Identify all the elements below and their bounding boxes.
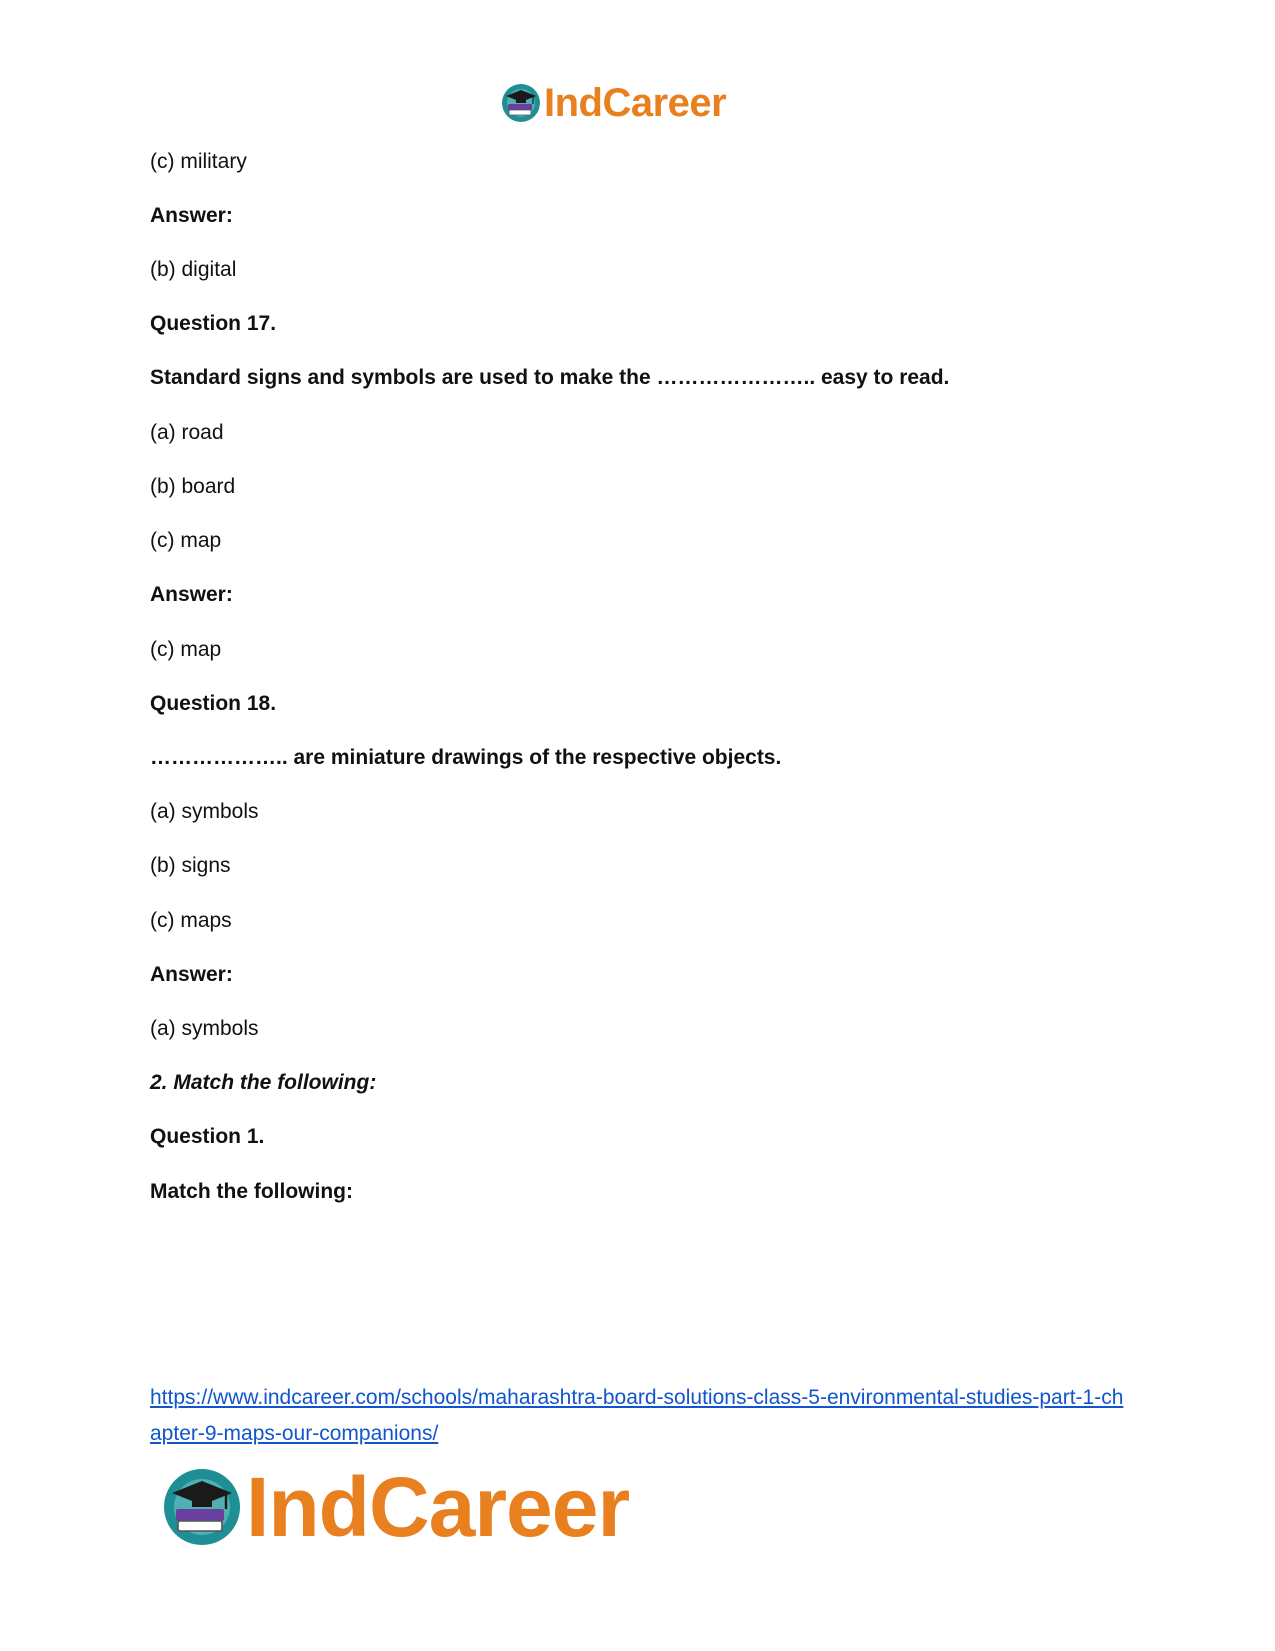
option-text: (c) maps [150, 909, 232, 932]
source-link[interactable]: https://www.indcareer.com/schools/maharashtra-board-solutions-class-5-environmental-studies-part-1-chapter-9-maps-our-companions/ [150, 1386, 1124, 1445]
question-text: Match the following: [150, 1180, 353, 1203]
option-text: (c) military [150, 150, 247, 173]
answer-label: Answer: [150, 583, 233, 606]
question-heading: Question 18. [150, 692, 277, 715]
option-text: (c) map [150, 529, 222, 552]
footer-logo [160, 1462, 629, 1552]
option-text: (a) road [150, 421, 224, 444]
answer-label: Answer: [150, 204, 233, 227]
option-text: (a) symbols [150, 800, 259, 823]
answer-label: Answer: [150, 963, 233, 986]
question-heading: Question 17. [150, 312, 277, 335]
header-logo-text: IndCareer [544, 81, 727, 125]
option-text: (b) signs [150, 854, 231, 877]
graduation-books-icon [500, 82, 542, 124]
question-text: Standard signs and symbols are used to make the ………………….. easy to read. [150, 366, 950, 389]
answer-text: (a) symbols [150, 1017, 259, 1040]
answer-text: (b) digital [150, 258, 237, 281]
section-heading: 2. Match the following: [150, 1071, 377, 1094]
header-logo [500, 78, 726, 128]
footer-logo-text: IndCareer [246, 1460, 630, 1554]
graduation-books-icon [160, 1465, 244, 1549]
answer-text: (c) map [150, 638, 222, 661]
option-text: (b) board [150, 475, 236, 498]
question-heading: Question 1. [150, 1125, 265, 1148]
question-text: ……………….. are miniature drawings of the respective objects. [150, 746, 782, 769]
